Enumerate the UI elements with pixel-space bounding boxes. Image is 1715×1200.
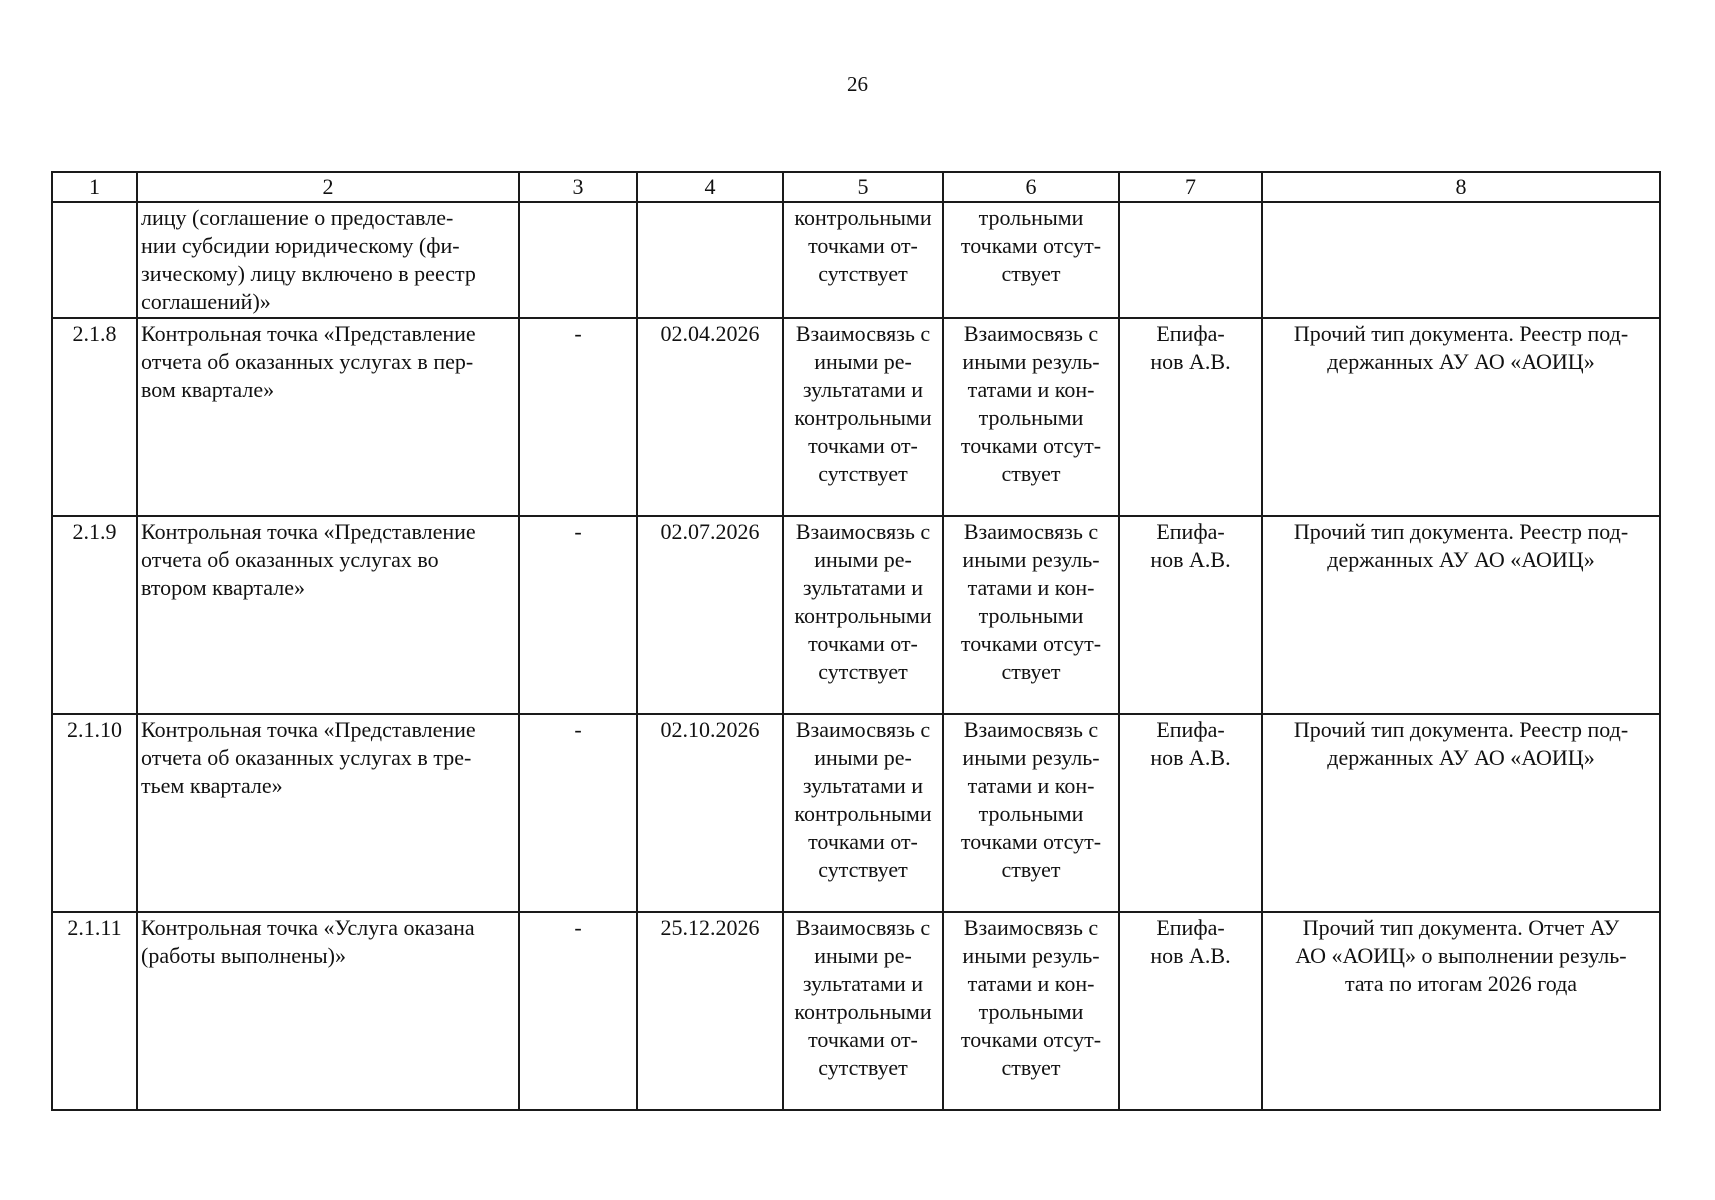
- cell-title: лицу (соглашение о предоставле- нии субсидии юридическому (фи- зическому) лицу включено в реестр соглашений)»: [137, 202, 519, 318]
- cell-number: 2.1.11: [52, 912, 137, 1110]
- page-number: 26: [847, 72, 868, 96]
- column-header-1: 1: [52, 172, 137, 202]
- cell-document: Прочий тип документа. Реестр под- держанных АУ АО «АОИЦ»: [1262, 516, 1660, 714]
- column-header-7: 7: [1119, 172, 1262, 202]
- cell-number: 2.1.9: [52, 516, 137, 714]
- cell-date: 02.07.2026: [637, 516, 783, 714]
- cell-document: Прочий тип документа. Реестр под- держанных АУ АО «АОИЦ»: [1262, 714, 1660, 912]
- cell-date: [637, 202, 783, 318]
- control-points-table: [51, 171, 1661, 1111]
- cell-date: 02.10.2026: [637, 714, 783, 912]
- cell-col5: Взаимосвязь с иными ре- зультатами и контрольными точками от- сутствует: [783, 516, 943, 714]
- cell-date: 25.12.2026: [637, 912, 783, 1110]
- cell-title: Контрольная точка «Услуга оказана (работы выполнены)»: [137, 912, 519, 1110]
- cell-document: Прочий тип документа. Отчет АУ АО «АОИЦ» о выполнении резуль- тата по итогам 2026 года: [1262, 912, 1660, 1110]
- cell-col3: -: [519, 714, 637, 912]
- table-row-2-1-10: [52, 714, 1660, 912]
- column-header-6: 6: [943, 172, 1119, 202]
- cell-number: 2.1.10: [52, 714, 137, 912]
- cell-title: Контрольная точка «Представление отчета об оказанных услугах во втором квартале»: [137, 516, 519, 714]
- cell-col5: Взаимосвязь с иными ре- зультатами и контрольными точками от- сутствует: [783, 912, 943, 1110]
- cell-title: Контрольная точка «Представление отчета об оказанных услугах в тре- тьем квартале»: [137, 714, 519, 912]
- cell-document: [1262, 202, 1660, 318]
- column-number-header-row: [52, 172, 1660, 202]
- cell-col3: [519, 202, 637, 318]
- cell-document: Прочий тип документа. Реестр под- держанных АУ АО «АОИЦ»: [1262, 318, 1660, 516]
- cell-responsible: Епифа- нов А.В.: [1119, 714, 1262, 912]
- cell-title: Контрольная точка «Представление отчета об оказанных услугах в пер- вом квартале»: [137, 318, 519, 516]
- cell-number: 2.1.8: [52, 318, 137, 516]
- column-header-2: 2: [137, 172, 519, 202]
- cell-responsible: [1119, 202, 1262, 318]
- cell-col6: Взаимосвязь с иными резуль- татами и кон- трольными точками отсут- ствует: [943, 516, 1119, 714]
- cell-col3: -: [519, 318, 637, 516]
- cell-responsible: Епифа- нов А.В.: [1119, 912, 1262, 1110]
- cell-col5: Взаимосвязь с иными ре- зультатами и контрольными точками от- сутствует: [783, 318, 943, 516]
- cell-col3: -: [519, 516, 637, 714]
- cell-date: 02.04.2026: [637, 318, 783, 516]
- column-header-8: 8: [1262, 172, 1660, 202]
- cell-responsible: Епифа- нов А.В.: [1119, 318, 1262, 516]
- table-row-continuation: [52, 202, 1660, 318]
- table-row-2-1-9: [52, 516, 1660, 714]
- column-header-5: 5: [783, 172, 943, 202]
- cell-number: [52, 202, 137, 318]
- cell-col3: -: [519, 912, 637, 1110]
- cell-col5: контрольными точками от- сутствует: [783, 202, 943, 318]
- table-row-2-1-11: [52, 912, 1660, 1110]
- cell-col5: Взаимосвязь с иными ре- зультатами и контрольными точками от- сутствует: [783, 714, 943, 912]
- column-header-3: 3: [519, 172, 637, 202]
- column-header-4: 4: [637, 172, 783, 202]
- cell-col6: Взаимосвязь с иными резуль- татами и кон- трольными точками отсут- ствует: [943, 912, 1119, 1110]
- cell-col6: Взаимосвязь с иными резуль- татами и кон- трольными точками отсут- ствует: [943, 714, 1119, 912]
- cell-responsible: Епифа- нов А.В.: [1119, 516, 1262, 714]
- table-row-2-1-8: [52, 318, 1660, 516]
- cell-col6: Взаимосвязь с иными резуль- татами и кон- трольными точками отсут- ствует: [943, 318, 1119, 516]
- cell-col6: трольными точками отсут- ствует: [943, 202, 1119, 318]
